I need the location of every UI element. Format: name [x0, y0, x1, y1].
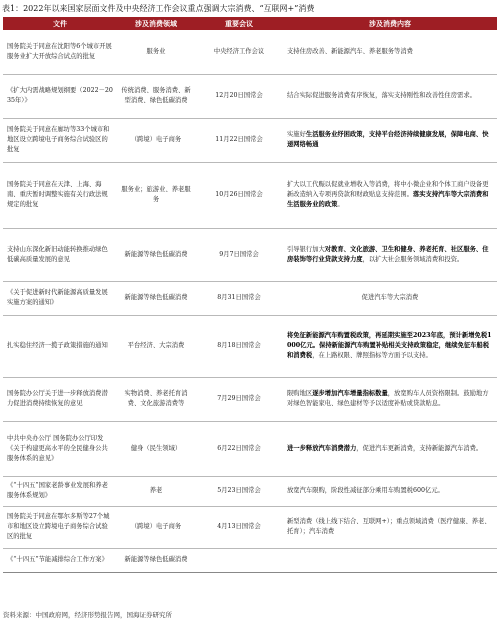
cell-content: 扩大以工代赈以促就业增收入等消费，将中小微企业和个体工商户设备更新改造纳入专项再贷款和财政贴息支持范围。落实支持汽车等大宗消费和生活服务业的政策。: [283, 162, 497, 228]
cell-meeting: 10月26日国常会: [195, 162, 283, 228]
cell-field: 养老: [117, 476, 195, 506]
table-row: [3, 281, 497, 315]
cell-content: 支持住房改善、新能源汽车、养老服务等消费: [283, 30, 497, 74]
table-row: [3, 162, 497, 228]
cell-field: 服务业: [117, 30, 195, 74]
cell-document: 支持山东深化新旧动能转换推动绿色低碳高质量发展的意见: [3, 228, 117, 281]
emphasis-text: 生活服务业纾困政策，支持平台经济持续健康发展，保障电商、快递网络畅通: [287, 131, 489, 148]
cell-document: 扎实稳住经济一揽子政策措施的通知: [3, 315, 117, 377]
cell-document: 国务院关于同意在沈阳等6个城市开展服务业扩大开放综合试点的批复: [3, 30, 117, 74]
cell-field: 平台经济、大宗消费: [117, 315, 195, 377]
emphasis-text: 将免征新能源汽车购置税政策，再延期实施至2023年底，预计新增免税1000亿元。保持新能源汽车购置补贴相关支持政策稳定，继续免征车船税和消费税: [287, 332, 492, 359]
table-row: [3, 30, 497, 74]
cell-meeting: 8月31日国常会: [195, 281, 283, 315]
cell-document: 《扩大内需战略规划纲要（2022－2035年）》: [3, 74, 117, 118]
cell-content: 限购地区逐步增加汽车增量指标数量，放宽购车人员资格限制。鼓励地方对绿色智能家电、绿色建材等予以适度补贴或贷款贴息。: [283, 377, 497, 421]
cell-meeting: 8月18日国常会: [195, 315, 283, 377]
table-row: [3, 506, 497, 548]
cell-field: 健身（民生领域）: [117, 421, 195, 476]
header-consumption-content: 涉及消费内容: [283, 17, 497, 30]
cell-content: 引导银行加大对教育、文化旅游、卫生和健身、养老托育、社区服务、住房装饰等行业贷款支持力度，以扩大社会服务领域消费和投资。: [283, 228, 497, 281]
policy-table: [3, 17, 497, 573]
cell-meeting: [195, 548, 283, 572]
cell-document: 国务院办公厅关于进一步释放消费潜力促进消费持续恢复的意见: [3, 377, 117, 421]
header-meeting: 重要会议: [195, 17, 283, 30]
cell-field: （跨境）电子商务: [117, 118, 195, 162]
cell-meeting: 4月13日国常会: [195, 506, 283, 548]
cell-meeting: 11月22日国常会: [195, 118, 283, 162]
cell-content: 实施好生活服务业纾困政策，支持平台经济持续健康发展，保障电商、快递网络畅通: [283, 118, 497, 162]
cell-field: 实物消费、养老托育消费、文化旅游消费等: [117, 377, 195, 421]
cell-document: 国务院关于同意在天津、上海、海南、重庆暂时调整实施有关行政法规规定的批复: [3, 162, 117, 228]
table-header-row: [3, 17, 497, 30]
cell-content: 新型消费（线上线下结合、互联网+）；重点领域消费（医疗健康、养老、托育）；汽车消费: [283, 506, 497, 548]
table-row: [3, 315, 497, 377]
cell-content: 进一步释放汽车消费潜力，促进汽车更新消费，支持新能源汽车消费。: [283, 421, 497, 476]
table-row: [3, 548, 497, 572]
cell-document: 国务院关于同意在廊坊等33个城市和地区设立跨境电子商务综合试验区的批复: [3, 118, 117, 162]
table-row: [3, 377, 497, 421]
table-row: [3, 118, 497, 162]
emphasis-text: 进一步释放汽车消费潜力: [287, 444, 357, 452]
cell-field: 新能源等绿色低碳消费: [117, 548, 195, 572]
cell-content: [283, 548, 497, 572]
cell-content: 放宽汽车限购，阶段性减征部分乘用车购置税600亿元。: [283, 476, 497, 506]
cell-field: 传统消费、服务消费、新型消费、绿色低碳消费: [117, 74, 195, 118]
emphasis-text: 对教育、文化旅游、卫生和健身、养老托育、社区服务、住房装饰等行业贷款支持力度: [287, 245, 489, 263]
table-row: [3, 228, 497, 281]
source-note: 资料来源：中国政府网，经济形势报告网，国海证券研究所: [3, 611, 172, 619]
header-consumption-field: 涉及消费领域: [117, 17, 195, 30]
cell-document: 国务院关于同意在鄂尔多斯等27个城市和地区设立跨境电子商务综合试验区的批复: [3, 506, 117, 548]
cell-meeting: 6月22日国常会: [195, 421, 283, 476]
cell-field: 新能源等绿色低碳消费: [117, 228, 195, 281]
cell-document: 《“十四五”国家老龄事业发展和养老服务体系规划》: [3, 476, 117, 506]
table-title: 表1：2022年以来国家层面文件及中央经济工作会议重点强调大宗消费、“互联网+”消费: [2, 4, 315, 13]
cell-meeting: 5月23日国常会: [195, 476, 283, 506]
cell-content: 结合实际促进服务消费有序恢复，落实支持刚性和改善性住房需求。: [283, 74, 497, 118]
cell-meeting: 中央经济工作会议: [195, 30, 283, 74]
cell-content: 促进汽车等大宗消费: [283, 281, 497, 315]
emphasis-text: 逐步增加汽车增量指标数量: [312, 390, 388, 397]
table-row: [3, 74, 497, 118]
emphasis-text: 落实支持汽车等大宗消费和生活服务业的政策: [287, 191, 489, 208]
header-document: 文件: [3, 17, 117, 30]
table-row: [3, 421, 497, 476]
cell-meeting: 9月7日国常会: [195, 228, 283, 281]
cell-meeting: 7月29日国常会: [195, 377, 283, 421]
cell-document: 《“十四五”节能减排综合工作方案》: [3, 548, 117, 572]
cell-content: 将免征新能源汽车购置税政策，再延期实施至2023年底，预计新增免税1000亿元。保持新能源汽车购置补贴相关支持政策稳定，继续免征车船税和消费税，在上路权限、牌照指标等方面予以支持。: [283, 315, 497, 377]
cell-document: 《关于促进新时代新能源高质量发展实施方案的通知》: [3, 281, 117, 315]
cell-field: 服务业；旅游业、养老服务: [117, 162, 195, 228]
cell-field: 新能源等绿色低碳消费: [117, 281, 195, 315]
cell-field: （跨境）电子商务: [117, 506, 195, 548]
cell-meeting: 12月20日国常会: [195, 74, 283, 118]
cell-document: 中共中央办公厅 国务院办公厅印发《关于构建更高水平的全民健身公共服务体系的意见》: [3, 421, 117, 476]
table-row: [3, 476, 497, 506]
